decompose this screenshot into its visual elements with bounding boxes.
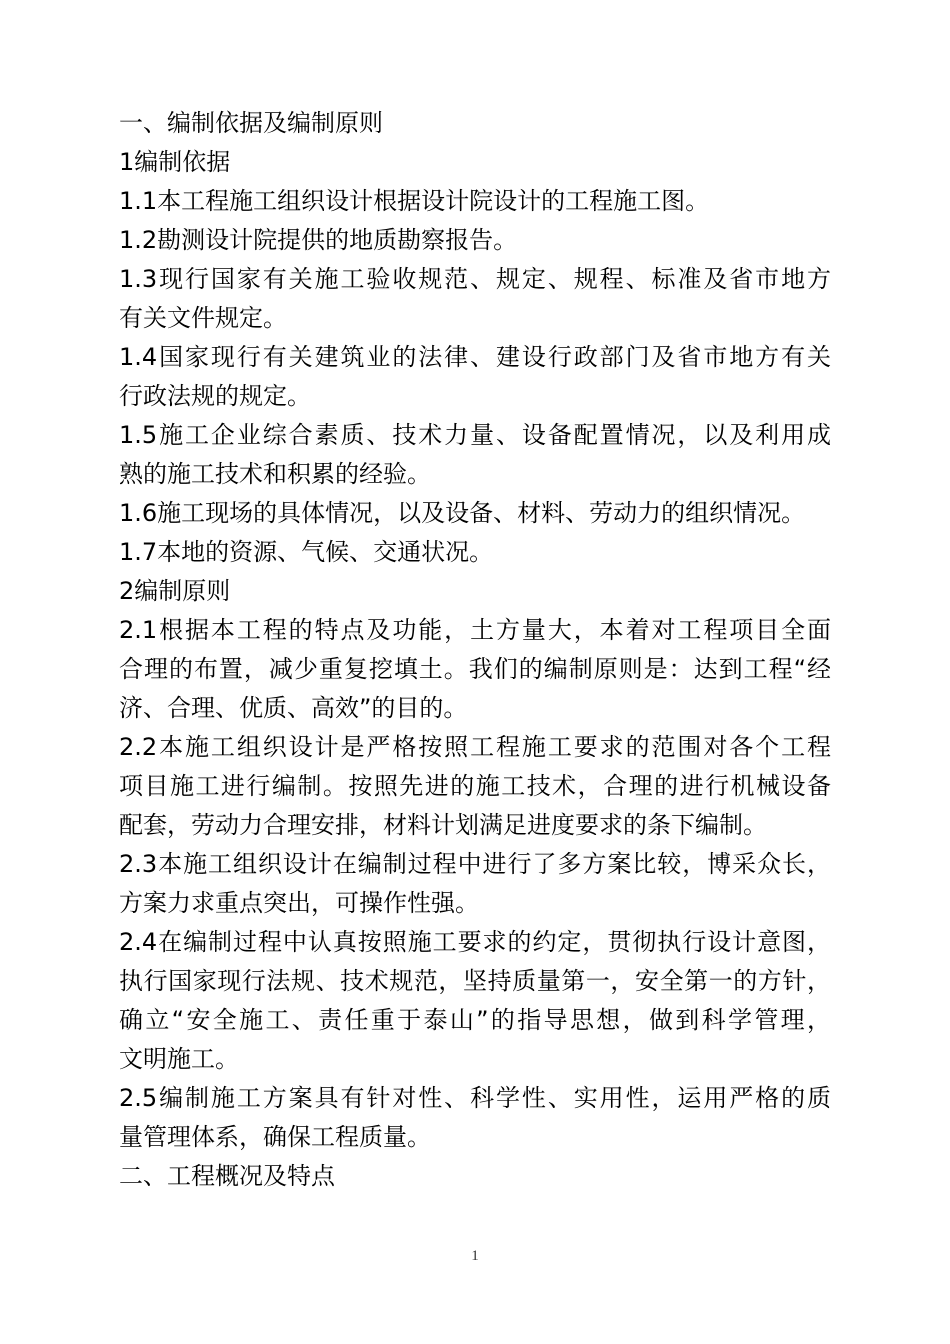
paragraph-line: 合理的布置，减少重复挖填土。我们的编制原则是：达到工程“经	[119, 655, 831, 683]
paragraph-line: 执行国家现行法规、技术规范，坚持质量第一，安全第一的方针，	[119, 967, 831, 995]
page-number: 1	[471, 1248, 479, 1264]
paragraph-line: 2.5编制施工方案具有针对性、科学性、实用性，运用严格的质	[119, 1084, 831, 1112]
paragraph-line: 确立“安全施工、责任重于泰山”的指导思想，做到科学管理，	[119, 1006, 831, 1034]
paragraph-line: 配套，劳动力合理安排，材料计划满足进度要求的条下编制。	[119, 811, 767, 839]
paragraph-line: 1.3现行国家有关施工验收规范、规定、规程、标准及省市地方	[119, 265, 831, 293]
paragraph-line: 1.5施工企业综合素质、技术力量、设备配置情况，以及利用成	[119, 421, 831, 449]
paragraph-line: 1.2勘测设计院提供的地质勘察报告。	[119, 226, 518, 254]
paragraph-line: 济、合理、优质、高效”的目的。	[119, 694, 468, 722]
paragraph-line: 方案力求重点突出，可操作性强。	[119, 889, 479, 917]
paragraph-line: 量管理体系，确保工程质量。	[119, 1123, 431, 1151]
paragraph-line: 熟的施工技术和积累的经验。	[119, 460, 431, 488]
paragraph-line: 2.3本施工组织设计在编制过程中进行了多方案比较，博采众长，	[119, 850, 831, 878]
document-body	[119, 104, 831, 1196]
paragraph-line: 有关文件规定。	[119, 304, 287, 332]
paragraph-line: 项目施工进行编制。按照先进的施工技术，合理的进行机械设备	[119, 772, 831, 800]
paragraph-line: 2.4在编制过程中认真按照施工要求的约定，贯彻执行设计意图，	[119, 928, 831, 956]
paragraph-line: 1.4国家现行有关建筑业的法律、建设行政部门及省市地方有关	[119, 343, 831, 371]
paragraph-line: 2.2本施工组织设计是严格按照工程施工要求的范围对各个工程	[119, 733, 831, 761]
section-heading-2: 二、工程概况及特点	[119, 1162, 335, 1190]
paragraph-line: 文明施工。	[119, 1045, 239, 1073]
paragraph-line: 1.1本工程施工组织设计根据设计院设计的工程施工图。	[119, 187, 710, 215]
section-heading-1: 一、编制依据及编制原则	[119, 109, 383, 137]
subsection-heading-basis: 1编制依据	[119, 148, 231, 176]
subsection-heading-principles: 2编制原则	[119, 577, 231, 605]
paragraph-line: 1.6施工现场的具体情况，以及设备、材料、劳动力的组织情况。	[119, 499, 806, 527]
paragraph-line: 行政法规的规定。	[119, 382, 311, 410]
paragraph-line: 1.7本地的资源、气候、交通状况。	[119, 538, 494, 566]
paragraph-line: 2.1根据本工程的特点及功能，土方量大，本着对工程项目全面	[119, 616, 831, 644]
